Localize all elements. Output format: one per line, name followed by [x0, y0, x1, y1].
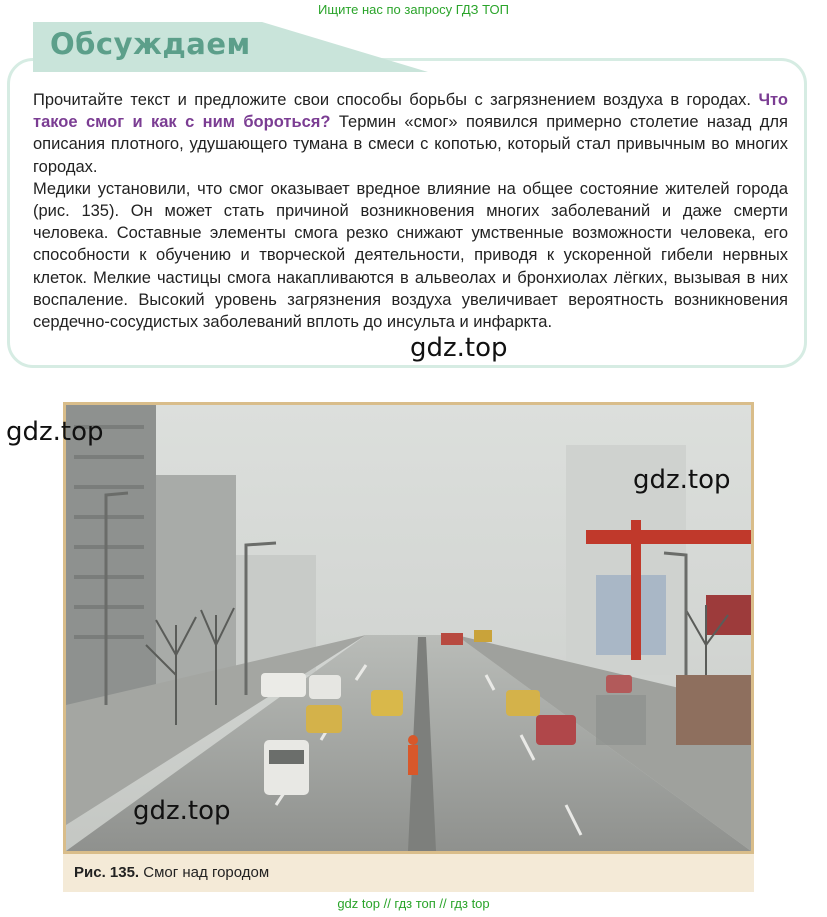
watermark-2: gdz.top	[6, 417, 104, 447]
figure-caption	[74, 864, 269, 881]
header-note: Ищите нас по запросу ГДЗ ТОП	[318, 2, 509, 17]
paragraph-1	[33, 89, 788, 178]
watermark-1: gdz.top	[410, 333, 508, 363]
figure-caption-bar	[63, 854, 754, 892]
watermark-4: gdz.top	[133, 796, 231, 826]
paragraph-1-lead: Прочитайте текст и предложите свои способы борьбы с загрязнением воздуха в городах.	[33, 91, 751, 109]
footer-note: gdz top // гдз топ // гдз top	[337, 896, 490, 911]
watermark-3: gdz.top	[633, 465, 731, 495]
paragraph-1-rest: Термин «смог» появился примерно столетие назад для описания плотного, удушающего тумана в смеси с копотью, который стал привычным во многих городах.	[33, 113, 788, 176]
paragraph-1-question: Что такое смог и как с ним бороться?	[33, 91, 788, 132]
figure-label: Рис. 135.	[74, 864, 140, 881]
figure-caption-text: Смог над городом	[139, 864, 270, 881]
section-title: Обсуждаем	[50, 27, 251, 61]
paragraph-2: Медики установили, что смог оказывает вредное влияние на общее состояние жителей города (рис. 135). Он может стать причиной возникновения многих заболеваний и даже смерти человека. Составные элементы смога резко снижают умственные возможности человека, его способности к обучению и творческой деятельности, приводя к ускоренной гибели нервных клеток. Мелкие частицы смога накапливаются в альвеолах и бронхиолах лёгких, вызывая в них воспаление. Высокий уровень загрязнения воздуха увеличивает вероятность возникновения сердечно-сосудистых заболеваний вплоть до инсульта и инфаркта.	[33, 179, 788, 332]
discussion-text	[33, 89, 788, 333]
